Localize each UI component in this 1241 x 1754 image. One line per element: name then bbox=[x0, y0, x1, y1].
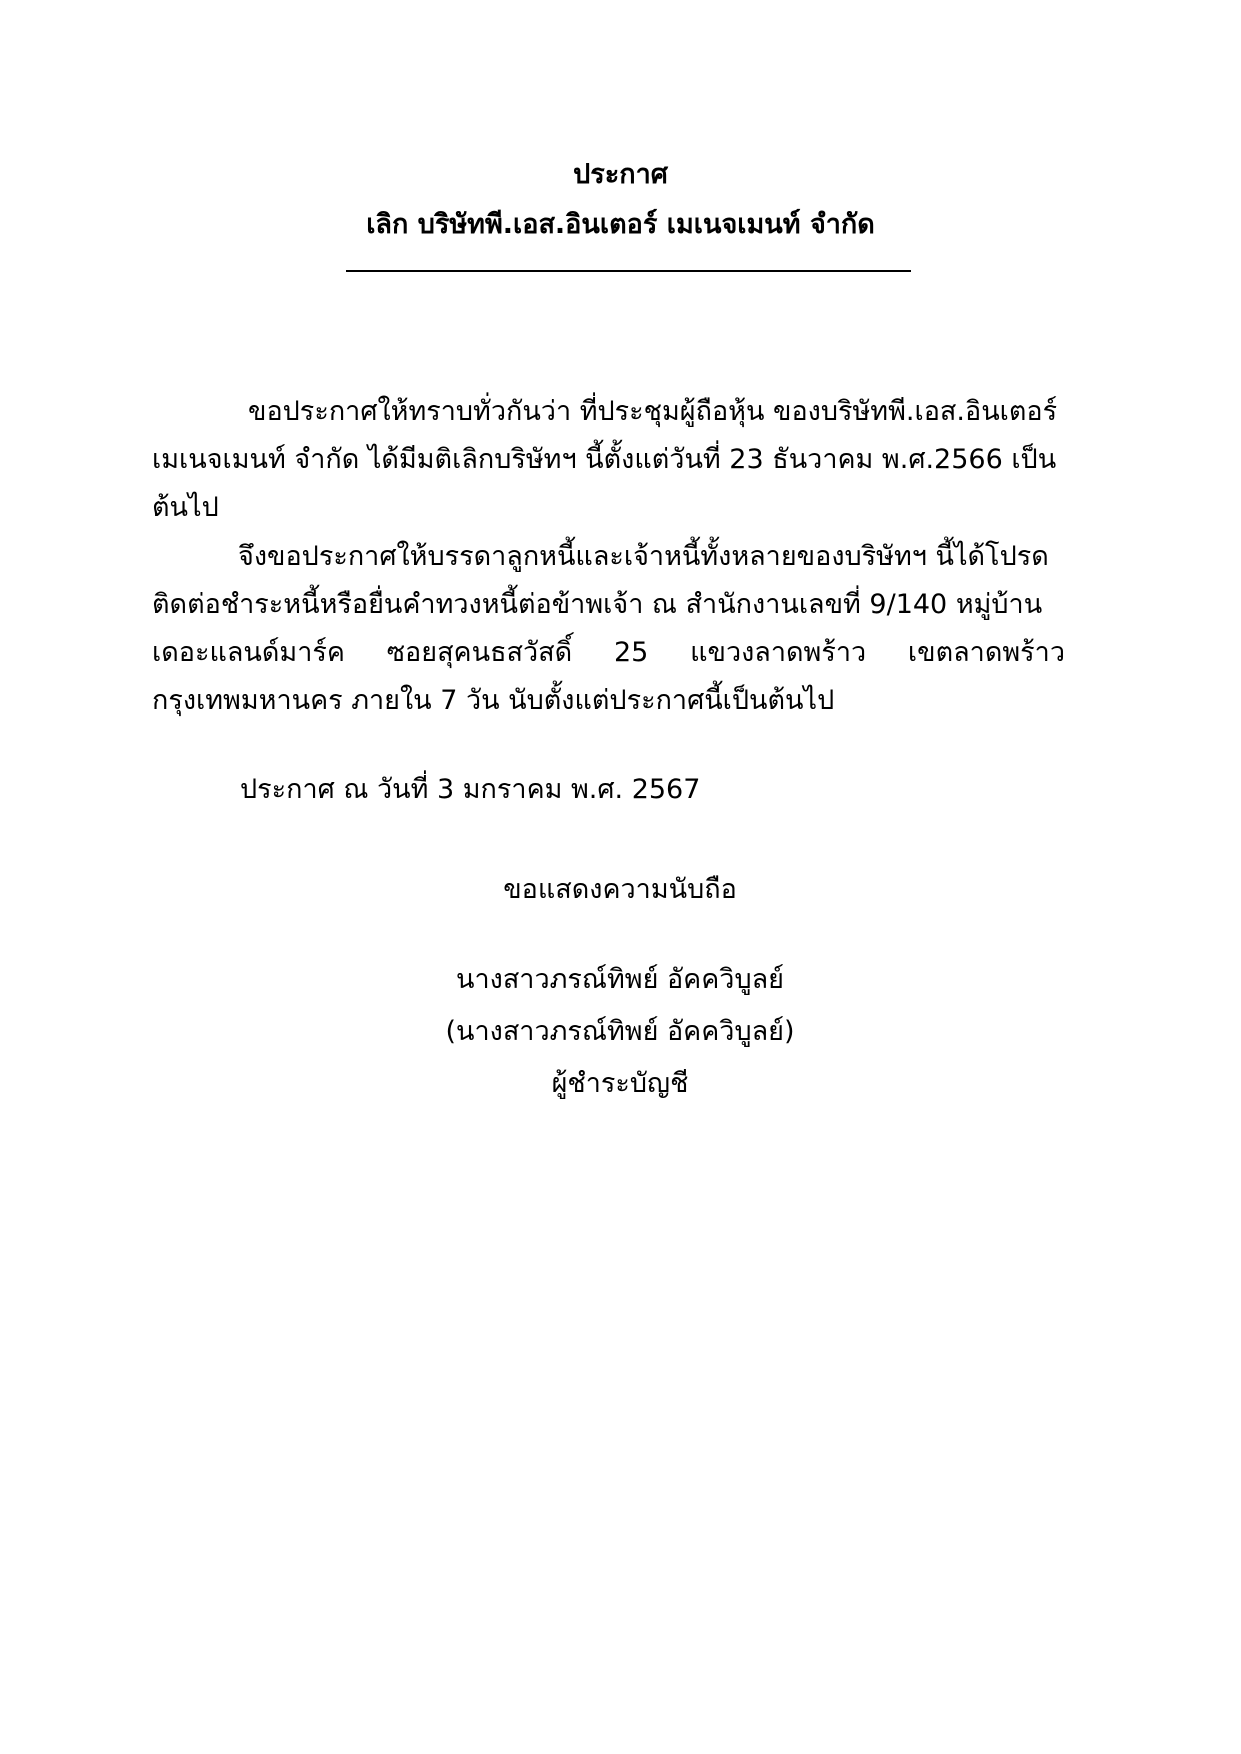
paragraph-1-line-1: ขอประกาศให้ทราบทั่วกันว่า ที่ประชุมผู้ถือหุ้น ของบริษัทพี.เอส.อินเตอร์ bbox=[248, 396, 1058, 427]
paragraph-2-line-4: กรุงเทพมหานคร ภายใน 7 วัน นับตั้งแต่ประกาศนี้เป็นต้นไป bbox=[152, 685, 835, 716]
paragraph-1-line-2: เมเนจเมนท์ จำกัด ได้มีมติเลิกบริษัทฯ นี้ตั้งแต่วันที่ 23 ธันวาคม พ.ศ.2566 เป็น bbox=[152, 444, 1057, 475]
paragraph-2-line-1: จึงขอประกาศให้บรรดาลูกหนี้และเจ้าหนี้ทั้งหลายของบริษัทฯ นี้ได้โปรด bbox=[238, 541, 1049, 572]
paragraph-creditors-notice bbox=[152, 533, 1065, 725]
signature-regards: ขอแสดงความนับถือ bbox=[503, 874, 737, 905]
paragraph-2-line-2: ติดต่อชำระหนี้หรือยื่นคำทวงหนี้ต่อข้าพเจ้า ณ สำนักงานเลขที่ 9/140 หมู่บ้าน bbox=[152, 589, 1043, 620]
title-underline-divider bbox=[346, 270, 911, 272]
announcement-title: ประกาศ bbox=[573, 159, 668, 190]
paragraph-2-line-3: เดอะแลนด์มาร์ค ซอยสุคนธสวัสดิ์ 25 แขวงลาดพร้าว เขตลาดพร้าว bbox=[152, 637, 1065, 668]
paragraph-dissolution-notice bbox=[152, 388, 1065, 532]
announcement-subtitle: เลิก บริษัทพี.เอส.อินเตอร์ เมเนจเมนท์ จำกัด bbox=[366, 209, 875, 240]
announcement-date: ประกาศ ณ วันที่ 3 มกราคม พ.ศ. 2567 bbox=[240, 774, 701, 805]
signature-name-parenthesized: (นางสาวภรณ์ทิพย์ อัคควิบูลย์) bbox=[445, 1016, 795, 1047]
signature-role: ผู้ชำระบัญชี bbox=[551, 1068, 689, 1099]
signature-name: นางสาวภรณ์ทิพย์ อัคควิบูลย์ bbox=[456, 964, 784, 995]
paragraph-1-line-3: ต้นไป bbox=[152, 492, 219, 523]
